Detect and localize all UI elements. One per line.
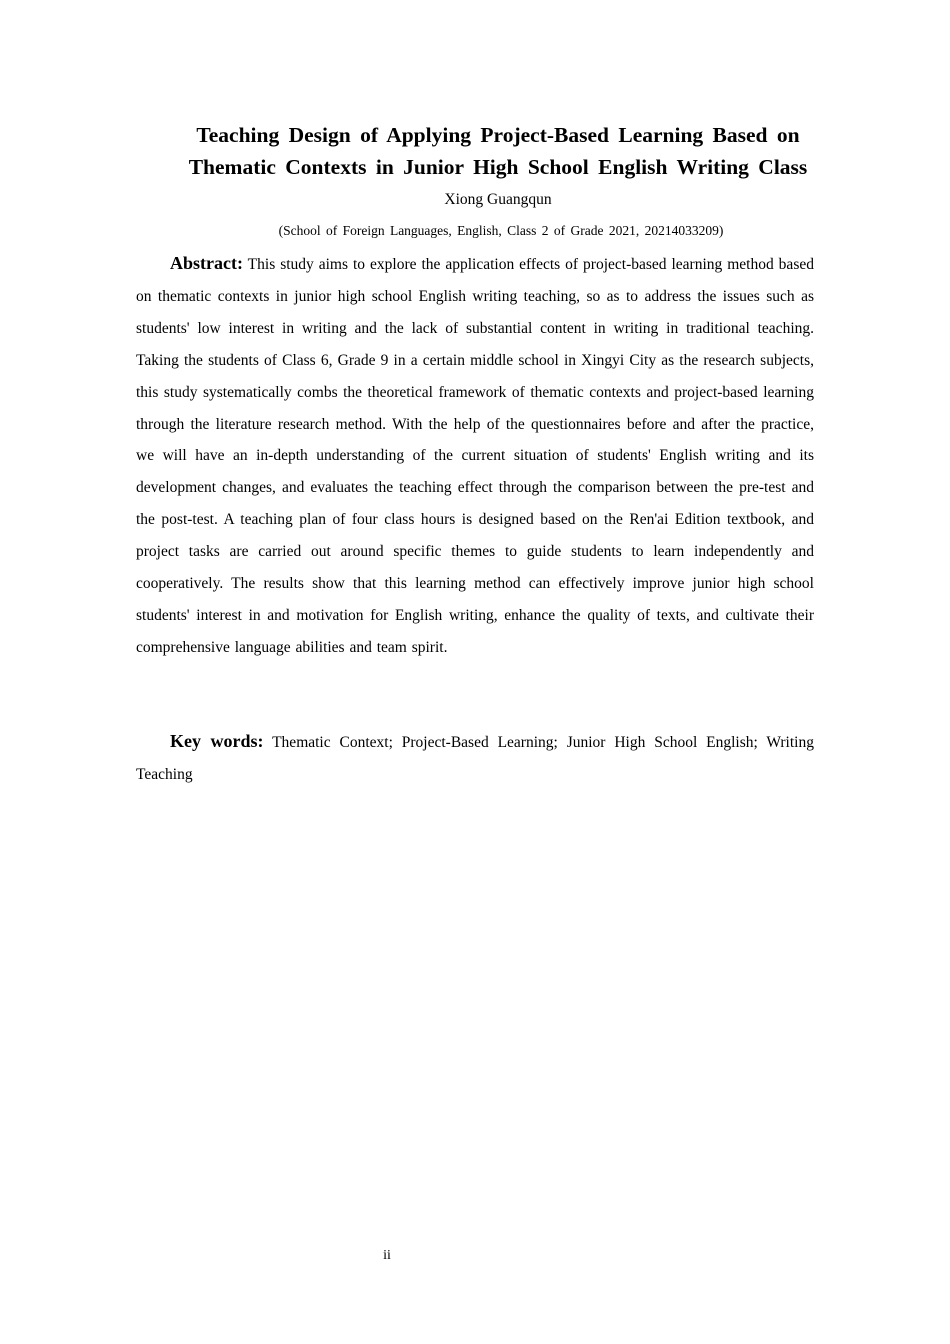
- abstract-paragraph: [136, 248, 814, 664]
- page-number: ii: [383, 1248, 391, 1263]
- keywords-label: Key words:: [170, 731, 264, 751]
- author-affiliation: (School of Foreign Languages, English, Class 2 of Grade 2021, 20214033209): [278, 223, 724, 238]
- author-name: Xiong Guangqun: [444, 191, 552, 208]
- abstract-label: Abstract:: [170, 253, 243, 273]
- abstract-text: This study aims to explore the application effects of project-based learning method based on thematic contexts in junior high school English writing teaching, so as to address the issues such as students' low interest in writing and the lack of substantial content in writing in traditional teaching. Taking the students of Class 6, Grade 9 in a certain middle school in Xingyi City as the research subjects, this study systematically combs the theoretical framework of thematic contexts and project-based learning through the literature research method. With the help of the questionnaires before and after the practice, we will have an in-depth understanding of the current situation of students' English writing and its development changes, and evaluates the teaching effect through the comparison between the pre-test and the post-test. A teaching plan of four class hours is designed based on the Ren'ai Edition textbook, and project tasks are carried out around specific themes to guide students to learn independently and cooperatively. The results show that this learning method can effectively improve junior high school students' interest in and motivation for English writing, enhance the quality of texts, and cultivate their comprehensive language abilities and team spirit.: [136, 256, 814, 656]
- paper-title: Teaching Design of Applying Project-Based Learning Based on Thematic Contexts in Junior High School English Writing Class: [188, 123, 808, 179]
- keywords-text: Thematic Context; Project-Based Learning; Junior High School English; Writing Teaching: [136, 734, 814, 783]
- keywords-paragraph: [136, 726, 814, 790]
